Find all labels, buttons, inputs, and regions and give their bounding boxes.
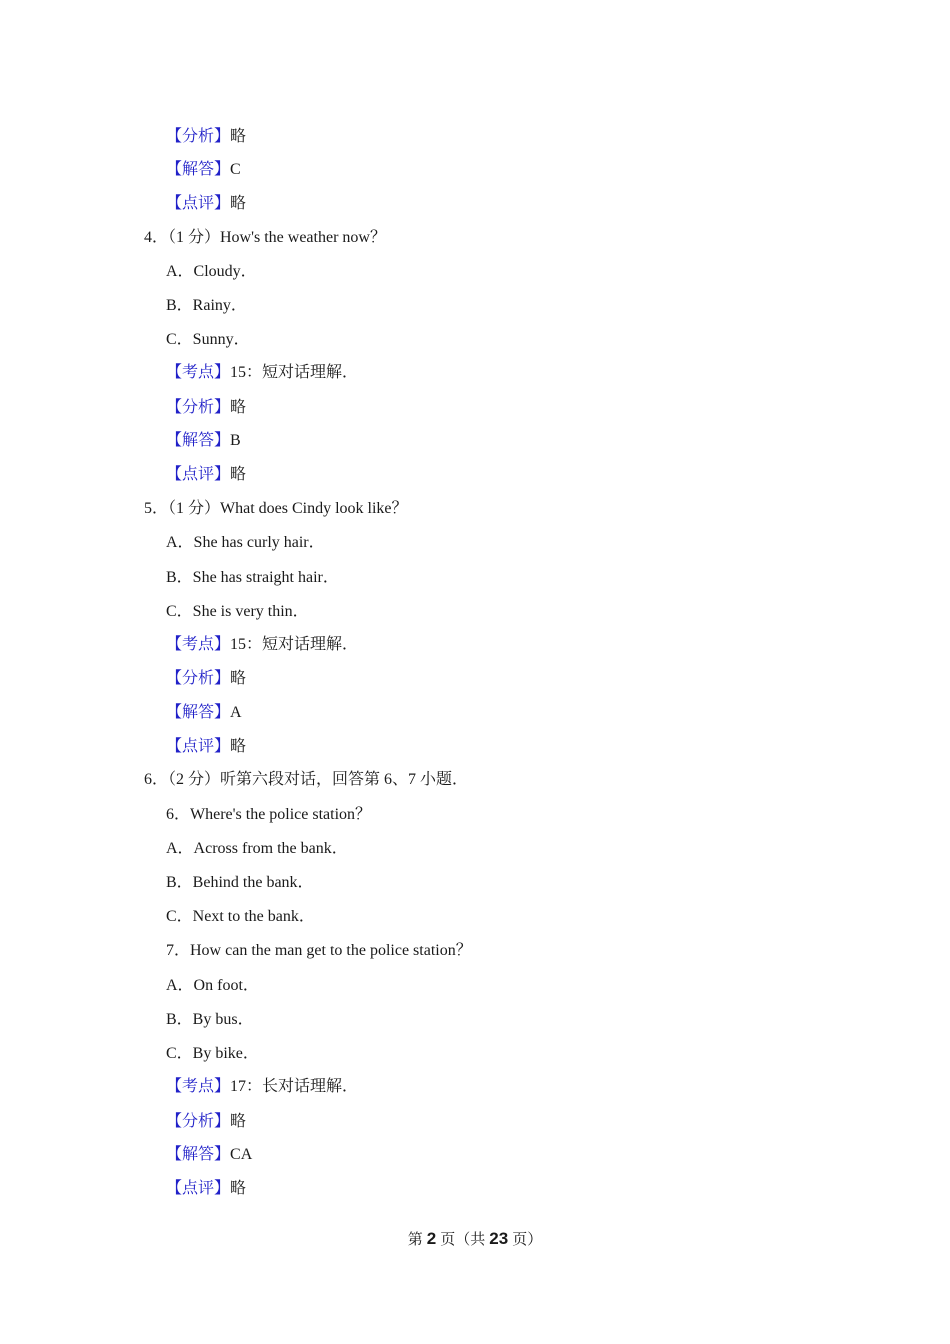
topic-text: 15：短对话理解．: [230, 364, 359, 381]
answer-tag: 【解答】: [166, 432, 231, 449]
q5-stem: 5．（1 分）What does Cindy look like？: [144, 500, 408, 517]
q6-sub6-stem: 6．Where's the police station？: [166, 806, 372, 823]
analysis-tag: 【分析】: [166, 1113, 231, 1130]
answer-text: CA: [230, 1146, 253, 1163]
q4-answer: [166, 431, 241, 451]
q4-topic: [166, 363, 358, 383]
comment-text: 略: [230, 466, 247, 483]
q6-sub6-option-b: B．Behind the bank．: [166, 874, 314, 891]
q5-analysis: [166, 669, 246, 689]
q4-comment: [166, 465, 246, 485]
answer-tag: 【解答】: [166, 1146, 231, 1163]
q6-sub7-stem: 7．How can the man get to the police station？: [166, 942, 472, 959]
q3-comment: [166, 194, 246, 214]
analysis-text: 略: [230, 1113, 247, 1130]
comment-tag: 【点评】: [166, 738, 231, 755]
comment-tag: 【点评】: [166, 1180, 231, 1197]
q6-comment: [166, 1179, 246, 1199]
q5-option-b: B．She has straight hair．: [166, 569, 339, 586]
q6-sub7-option-a: A．On foot．: [166, 977, 259, 994]
page-footer: [0, 1229, 950, 1250]
comment-tag: 【点评】: [166, 466, 231, 483]
analysis-text: 略: [230, 128, 247, 145]
answer-text: A: [230, 704, 242, 721]
total-page-number: 23: [489, 1229, 509, 1248]
answer-tag: 【解答】: [166, 161, 231, 178]
answer-text: B: [230, 432, 241, 449]
q6-topic: [166, 1077, 358, 1097]
topic-tag: 【考点】: [166, 1078, 231, 1095]
q4-option-c: C．Sunny．: [166, 331, 250, 348]
footer-prefix: 第: [407, 1232, 423, 1248]
footer-middle: 页（共: [440, 1232, 486, 1248]
comment-text: 略: [230, 195, 247, 212]
q6-sub6-option-a: A．Across from the bank．: [166, 840, 348, 857]
q3-answer: [166, 160, 241, 180]
answer-tag: 【解答】: [166, 704, 231, 721]
topic-tag: 【考点】: [166, 364, 231, 381]
comment-tag: 【点评】: [166, 195, 231, 212]
q6-stem: 6．（2 分）听第六段对话，回答第 6、7 小题．: [144, 771, 469, 788]
analysis-tag: 【分析】: [166, 128, 231, 145]
q5-option-a: A．She has curly hair．: [166, 534, 325, 551]
analysis-text: 略: [230, 399, 247, 416]
comment-text: 略: [230, 1180, 247, 1197]
q5-comment: [166, 737, 246, 757]
answer-text: C: [230, 161, 241, 178]
comment-text: 略: [230, 738, 247, 755]
analysis-tag: 【分析】: [166, 399, 231, 416]
topic-text: 17：长对话理解．: [230, 1078, 359, 1095]
q5-option-c: C．She is very thin．: [166, 603, 309, 620]
q6-sub7-option-b: B．By bus．: [166, 1011, 254, 1028]
q5-answer: [166, 703, 242, 723]
topic-text: 15：短对话理解．: [230, 636, 359, 653]
topic-tag: 【考点】: [166, 636, 231, 653]
q6-answer: [166, 1145, 252, 1165]
analysis-text: 略: [230, 670, 247, 687]
q5-topic: [166, 635, 358, 655]
q6-sub7-option-c: C．By bike．: [166, 1045, 259, 1062]
q4-analysis: [166, 398, 246, 418]
q6-analysis: [166, 1112, 246, 1132]
q6-sub6-option-c: C．Next to the bank．: [166, 908, 315, 925]
current-page-number: 2: [426, 1229, 437, 1248]
footer-suffix: 页）: [512, 1232, 543, 1248]
q4-option-b: B．Rainy．: [166, 297, 247, 314]
analysis-tag: 【分析】: [166, 670, 231, 687]
q4-stem: 4．（1 分）How's the weather now？: [144, 229, 386, 246]
q4-option-a: A．Cloudy．: [166, 263, 257, 280]
q3-analysis: [166, 127, 246, 147]
